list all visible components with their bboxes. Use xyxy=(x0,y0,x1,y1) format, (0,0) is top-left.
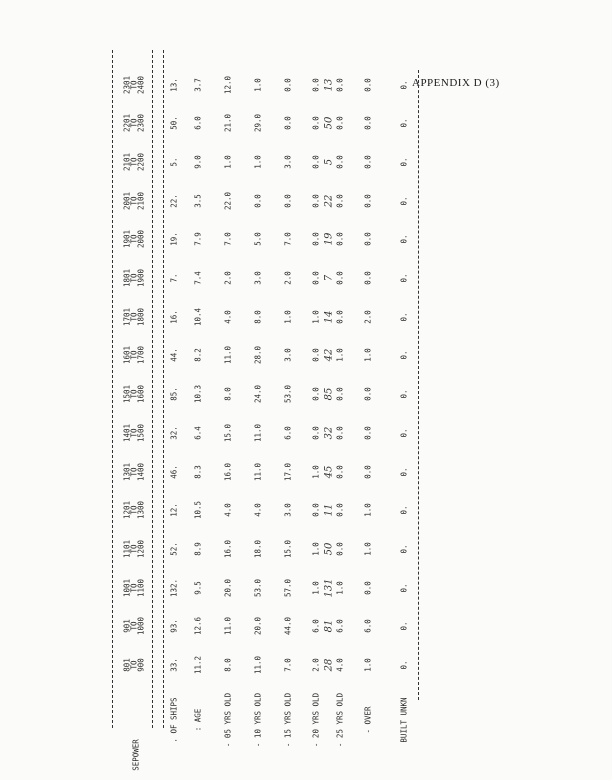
table-cell: 3.7 xyxy=(193,77,203,92)
table-cell: 10.4 xyxy=(193,307,203,326)
handwritten-note: 42 xyxy=(323,349,335,362)
table-cell: 8.9 xyxy=(193,542,203,556)
table-cell: 5. xyxy=(169,157,179,167)
table-cell: 0. xyxy=(399,196,409,206)
table-cell: 7.0 xyxy=(283,232,293,247)
table-cell: 44. xyxy=(169,348,179,363)
table-cell: 3.0 xyxy=(253,271,263,285)
row-label: : AGE xyxy=(193,708,203,732)
table-cell: 6.0 xyxy=(335,619,345,634)
column-header: 1401 TO 1500 xyxy=(122,423,146,442)
table-cell: 6.0 xyxy=(363,619,373,634)
table-cell: 8.0 xyxy=(223,658,233,672)
table-cell: 0. xyxy=(399,312,409,322)
table-cell: 0.0 xyxy=(335,542,345,556)
column-header: 1101 TO 1200 xyxy=(122,539,146,558)
table-cell: 12. xyxy=(169,503,179,517)
column-header: 1701 TO 1800 xyxy=(122,307,146,326)
table-cell: 0.0 xyxy=(363,271,373,285)
table-cell: 3.0 xyxy=(283,503,293,517)
table-cell: 20.0 xyxy=(253,617,263,636)
table-cell: 12.0 xyxy=(223,75,233,94)
table-cell: 0.0 xyxy=(311,271,321,285)
table-cell: 0. xyxy=(399,389,409,399)
table-cell: 13. xyxy=(169,77,179,92)
table-cell: 57.0 xyxy=(283,578,293,597)
column-header: 1301 TO 1400 xyxy=(122,462,146,481)
corner-header: SEPOWER xyxy=(131,739,141,771)
handwritten-note: 19 xyxy=(323,232,335,246)
column-header: 901 TO 1000 xyxy=(122,617,146,636)
handwritten-note: 45 xyxy=(323,465,335,478)
handwritten-note: 7 xyxy=(323,274,335,282)
table-cell: 20.0 xyxy=(223,578,233,597)
table-cell: 0.0 xyxy=(311,77,321,92)
column-header: 1801 TO 1900 xyxy=(122,268,146,288)
table-cell: 0.0 xyxy=(335,271,345,285)
table-cell: 0.0 xyxy=(283,193,293,208)
table-cell: 11.0 xyxy=(223,617,233,636)
table-cell: 7. xyxy=(169,273,179,283)
table-cell: 21.0 xyxy=(223,114,233,133)
table-cell: 2.0 xyxy=(223,271,233,285)
table-cell: 0. xyxy=(399,544,409,554)
table-cell: 0. xyxy=(399,118,409,128)
handwritten-note: 131 xyxy=(323,578,335,598)
table-cell: 0. xyxy=(399,466,409,477)
column-header: 801 TO 900 xyxy=(122,658,146,672)
table-cell: 1.0 xyxy=(283,309,293,324)
table-cell: 15.0 xyxy=(223,423,233,442)
table-cell: 1.0 xyxy=(335,348,345,363)
table-cell: 1.0 xyxy=(311,309,321,324)
row-label: BUILT UNKN xyxy=(399,697,409,743)
table-cell: 0.0 xyxy=(335,503,345,517)
table-cell: 3.5 xyxy=(193,193,203,208)
table-cell: 0. xyxy=(399,79,409,90)
table-cell: 46. xyxy=(169,464,179,479)
table-cell: 11.2 xyxy=(193,655,203,675)
table-cell: 22.0 xyxy=(223,191,233,210)
row-label: - 05 YRS OLD xyxy=(223,692,233,748)
table-cell: 10.5 xyxy=(193,501,203,520)
table-cell: 1.0 xyxy=(253,77,263,92)
row-label: - 25 YRS OLD xyxy=(335,692,345,748)
table-cell: 0. xyxy=(399,660,409,670)
table-cell: 1.0 xyxy=(363,503,373,517)
column-header: 1901 TO 2000 xyxy=(122,230,146,249)
table-cell: 1.0 xyxy=(311,580,321,595)
table-cell: 7.0 xyxy=(223,232,233,247)
table-cell: 1.0 xyxy=(253,155,263,169)
table-cell: 18.0 xyxy=(253,539,263,558)
table-cell: 5.0 xyxy=(253,232,263,247)
table-rule xyxy=(112,50,113,728)
table-cell: 132. xyxy=(169,578,179,597)
table-cell: 9.5 xyxy=(193,580,203,595)
table-cell: 0.0 xyxy=(311,116,321,130)
table-cell: 0.0 xyxy=(335,387,345,401)
table-cell: 6.4 xyxy=(193,426,203,440)
table-cell: 0.0 xyxy=(283,116,293,130)
row-label: - 10 YRS OLD xyxy=(253,692,263,748)
table-cell: 0.0 xyxy=(311,155,321,169)
handwritten-note: 28 xyxy=(323,658,335,672)
table-cell: 0. xyxy=(399,505,409,515)
table-cell: 0. xyxy=(399,350,409,360)
table-cell: 0.0 xyxy=(363,426,373,440)
handwritten-note: 32 xyxy=(323,426,335,440)
table-cell: 0.0 xyxy=(335,193,345,208)
table-cell: 4.0 xyxy=(253,503,263,517)
table-cell: 0.0 xyxy=(335,426,345,440)
table-cell: 7.9 xyxy=(193,232,203,247)
table-cell: 0.0 xyxy=(363,193,373,208)
table-cell: 0. xyxy=(399,157,409,167)
table-cell: 0. xyxy=(399,621,409,631)
table-cell: 29.0 xyxy=(253,114,263,133)
table-cell: 7.4 xyxy=(193,271,203,285)
table-cell: 0. xyxy=(399,428,409,438)
table-cell: 8.3 xyxy=(193,464,203,479)
column-header: 1201 TO 1300 xyxy=(122,501,146,520)
table-cell: 0.0 xyxy=(363,116,373,130)
table-cell: 53.0 xyxy=(253,578,263,597)
table-cell: 0.0 xyxy=(363,232,373,247)
table-cell: 32. xyxy=(169,426,179,440)
table-cell: 8.2 xyxy=(193,348,203,363)
table-cell: 1.0 xyxy=(223,155,233,169)
table-cell: 0.0 xyxy=(335,232,345,247)
table-cell: 8.0 xyxy=(223,387,233,401)
row-label: - 20 YRS OLD xyxy=(311,692,321,748)
table-cell: 28.0 xyxy=(253,346,263,365)
table-cell: 6.0 xyxy=(193,116,203,130)
table-cell: 6.0 xyxy=(283,426,293,440)
handwritten-note: 50 xyxy=(323,542,335,556)
table-cell: 1.0 xyxy=(363,542,373,556)
table-cell: 2.0 xyxy=(363,309,373,324)
table-rule xyxy=(418,70,419,700)
table-cell: 7.0 xyxy=(283,658,293,672)
table-cell: 0.0 xyxy=(335,77,345,92)
column-header: 1001 TO 1100 xyxy=(122,578,146,597)
table-cell: 0.0 xyxy=(335,116,345,130)
table-cell: 8.0 xyxy=(253,309,263,324)
table-cell: 3.0 xyxy=(283,155,293,169)
table-cell: 0.0 xyxy=(335,309,345,324)
table-cell: 0. xyxy=(399,234,409,244)
table-cell: 16.0 xyxy=(223,539,233,558)
table-cell: 22. xyxy=(169,193,179,208)
table-cell: 85. xyxy=(169,387,179,401)
table-cell: 16.0 xyxy=(223,462,233,481)
table-cell: 50. xyxy=(169,116,179,130)
column-header: 2201 TO 2300 xyxy=(122,114,146,133)
table-cell: 0. xyxy=(399,273,409,283)
table-cell: 10.3 xyxy=(193,385,203,404)
table-cell: 52. xyxy=(169,542,179,556)
table-cell: 6.0 xyxy=(311,619,321,634)
table-cell: 19. xyxy=(169,232,179,247)
table-cell: 4.0 xyxy=(223,503,233,517)
handwritten-note: 14 xyxy=(323,310,335,324)
table-cell: 4.0 xyxy=(223,309,233,324)
table-rule xyxy=(163,50,164,728)
handwritten-note: 50 xyxy=(323,116,335,130)
handwritten-note: 81 xyxy=(323,619,335,633)
table-cell: 0.0 xyxy=(311,387,321,401)
handwritten-note: 13 xyxy=(323,78,335,91)
table-cell: 0.0 xyxy=(363,464,373,479)
table-cell: 0.0 xyxy=(311,426,321,440)
column-header: 2001 TO 2100 xyxy=(122,191,146,210)
column-header: 1501 TO 1600 xyxy=(122,385,146,404)
table-cell: 3.0 xyxy=(283,348,293,363)
table-cell: 0.0 xyxy=(253,193,263,208)
row-label: . OF SHIPS xyxy=(169,697,179,743)
table-rule xyxy=(152,50,153,728)
table-cell: 0.0 xyxy=(311,503,321,517)
table-cell: 44.0 xyxy=(283,617,293,636)
table-cell: 0.0 xyxy=(311,193,321,208)
table-cell: 33. xyxy=(169,658,179,672)
table-cell: 1.0 xyxy=(311,542,321,556)
table-cell: 12.6 xyxy=(193,617,203,636)
handwritten-note: 5 xyxy=(323,158,335,166)
appendix-label: APPENDIX D (3) xyxy=(412,77,500,89)
table-cell: 93. xyxy=(169,619,179,634)
table-cell: 0.0 xyxy=(335,464,345,479)
table-cell: 15.0 xyxy=(283,539,293,558)
table-cell: 11.0 xyxy=(253,462,263,481)
table-cell: 0.0 xyxy=(311,348,321,363)
table-cell: 11.0 xyxy=(223,346,233,365)
table-cell: 9.0 xyxy=(193,155,203,169)
table-cell: 1.0 xyxy=(335,580,345,595)
table-cell: 11.0 xyxy=(253,655,263,675)
table-cell: 2.0 xyxy=(311,658,321,672)
table-cell: 1.0 xyxy=(363,348,373,363)
table-cell: 4.0 xyxy=(335,658,345,672)
table-cell: 0.0 xyxy=(363,580,373,595)
table-cell: 11.0 xyxy=(253,423,263,442)
table-cell: 0.0 xyxy=(363,155,373,169)
table-cell: 1.0 xyxy=(363,658,373,672)
table-cell: 0.0 xyxy=(363,387,373,401)
column-header: 2101 TO 2200 xyxy=(122,152,146,171)
row-label: - OVER xyxy=(363,706,373,734)
table-cell: 17.0 xyxy=(283,462,293,481)
table-cell: 16. xyxy=(169,309,179,324)
handwritten-note: 85 xyxy=(323,387,335,401)
table-cell: 0.0 xyxy=(311,232,321,247)
table-cell: 0. xyxy=(399,583,409,593)
table-cell: 0.0 xyxy=(335,155,345,169)
table-cell: 1.0 xyxy=(311,464,321,479)
table-cell: 2.0 xyxy=(283,271,293,285)
handwritten-note: 11 xyxy=(323,503,335,517)
table-cell: 53.0 xyxy=(283,385,293,404)
row-label: - 15 YRS OLD xyxy=(283,692,293,748)
column-header: 2301 TO 2400 xyxy=(122,75,146,94)
handwritten-note: 22 xyxy=(323,194,335,207)
table-cell: 24.0 xyxy=(253,385,263,404)
column-header: 1601 TO 1700 xyxy=(122,346,146,365)
table-cell: 0.0 xyxy=(363,77,373,92)
table-cell: 0.0 xyxy=(283,77,293,92)
